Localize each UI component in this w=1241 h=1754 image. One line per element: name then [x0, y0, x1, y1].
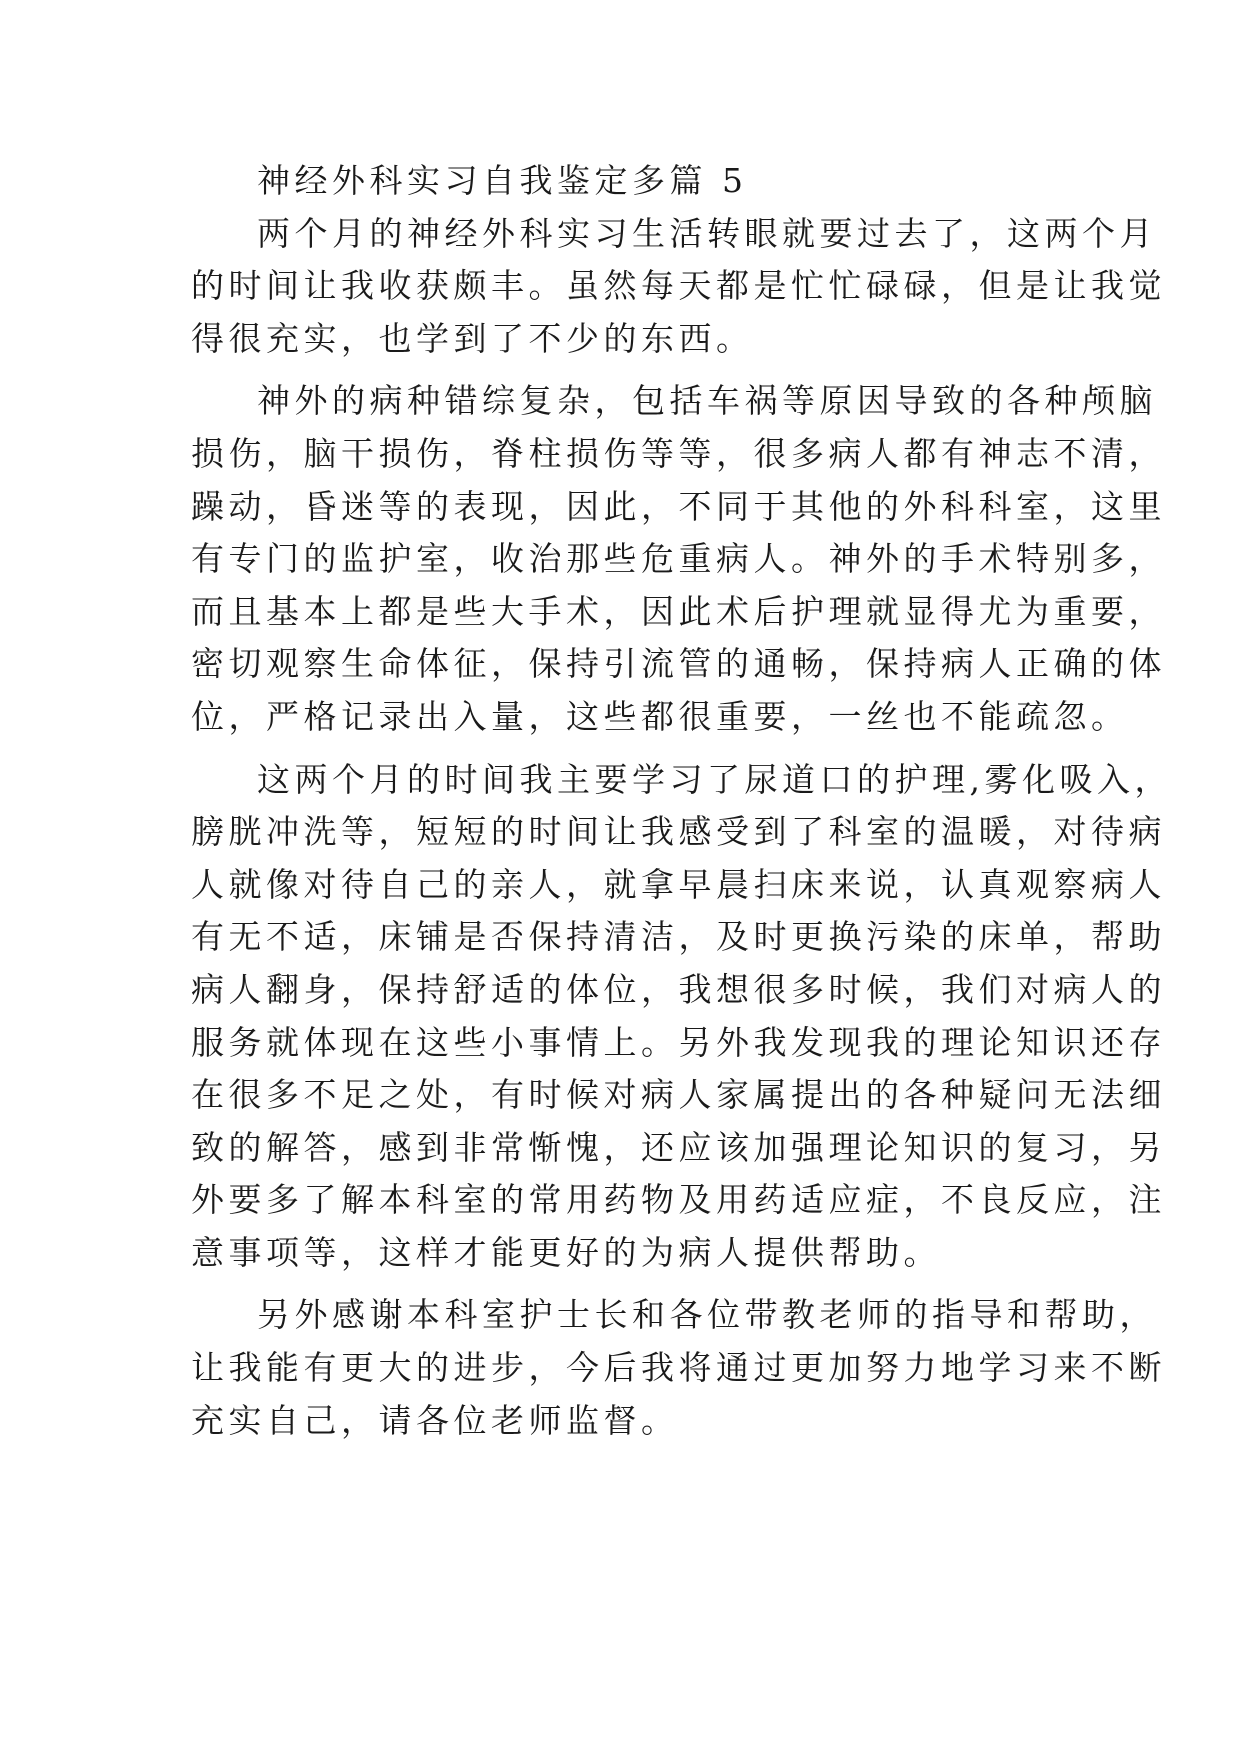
paragraph-line: 让我能有更大的进步，今后我将通过更加努力地学习来不断 [191, 1348, 1166, 1388]
paragraph-line: 损伤，脑干损伤，脊柱损伤等等，很多病人都有神志不清， [191, 433, 1166, 473]
paragraph-line: 致的解答，感到非常惭愧，还应该加强理论知识的复习，另 [191, 1127, 1166, 1167]
paragraph-line: 得很充实，也学到了不少的东西。 [191, 318, 754, 358]
paragraph-line: 有专门的监护室，收治那些危重病人。神外的手术特别多， [191, 539, 1166, 579]
paragraph-line: 意事项等，这样才能更好的为病人提供帮助。 [191, 1232, 941, 1272]
paragraph-line: 躁动，昏迷等的表现，因此，不同于其他的外科科室，这里 [191, 486, 1166, 526]
document-title: 神经外科实习自我鉴定多篇 5 [257, 161, 748, 200]
paragraph-line: 膀胱冲洗等，短短的时间让我感受到了科室的温暖，对待病 [191, 812, 1166, 852]
paragraph-line: 密切观察生命体征，保持引流管的通畅，保持病人正确的体 [191, 644, 1166, 684]
paragraph-1 [191, 212, 1166, 360]
paragraph-line: 而且基本上都是些大手术，因此术后护理就显得尤为重要， [191, 591, 1166, 631]
paragraph-line: 充实自己，请各位老师监督。 [191, 1400, 679, 1440]
document-body [191, 159, 1172, 1451]
paragraph-line: 这两个月的时间我主要学习了尿道口的护理,雾化吸入， [257, 759, 1172, 799]
paragraph-line: 在很多不足之处，有时候对病人家属提出的各种疑问无法细 [191, 1075, 1166, 1115]
paragraph-line: 另外感谢本科室护士长和各位带教老师的指导和帮助， [257, 1295, 1157, 1335]
paragraph-line: 两个月的神经外科实习生活转眼就要过去了，这两个月 [257, 213, 1157, 253]
paragraph-line: 病人翻身，保持舒适的体位，我想很多时候，我们对病人的 [191, 969, 1166, 1009]
paragraph-line: 的时间让我收获颇丰。虽然每天都是忙忙碌碌，但是让我觉 [191, 266, 1166, 306]
paragraph-line: 服务就体现在这些小事情上。另外我发现我的理论知识还存 [191, 1022, 1166, 1062]
paragraph-line: 有无不适，床铺是否保持清洁，及时更换污染的床单，帮助 [191, 917, 1166, 957]
paragraph-line: 外要多了解本科室的常用药物及用药适应症，不良反应，注 [191, 1180, 1166, 1220]
paragraph-line: 位，严格记录出入量，这些都很重要，一丝也不能疏忽。 [191, 696, 1129, 736]
paragraph-line: 人就像对待自己的亲人，就拿早晨扫床来说，认真观察病人 [191, 864, 1166, 904]
paragraph-line: 神外的病种错综复杂，包括车祸等原因导致的各种颅脑 [257, 381, 1157, 421]
paragraph-4 [191, 1293, 1166, 1441]
paragraph-3 [191, 758, 1172, 1274]
paragraph-2 [191, 379, 1166, 738]
